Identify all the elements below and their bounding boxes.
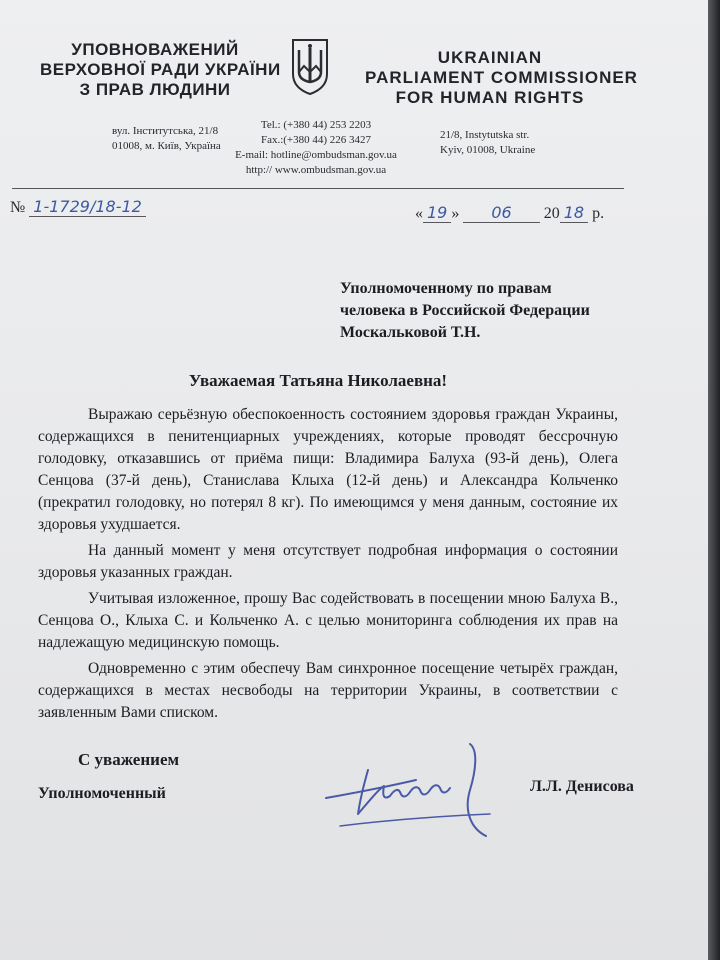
addressee-block [340,278,590,344]
date-close-quote: » [451,205,460,222]
phone-line: Tel.: (+380 44) 253 2203 [260,119,372,131]
body-paragraph: На данный момент у меня отсутствует подробная информация о состоянии здоровья указанных граждан. [38,542,618,581]
addressee-line: Москальковой Т.Н. [340,324,481,341]
body-paragraph: Учитывая изложенное, прошу Вас содействовать в посещении мною Балуха В., Сенцова О., Клыха С. и Кольченко А. с целью мониторинга соблюдения их прав на надлежащую медицинскую помощь. [38,590,618,651]
header-english-title [365,48,638,108]
en-address-line: 21/8, Instytutska str. [440,129,530,141]
addressee-line: человека в Российской Федерации [340,302,590,319]
date-day: 19 [423,203,451,223]
en-address-line: Kyiv, 01008, Ukraine [440,144,536,156]
number-value: 1-1729/18-12 [29,197,146,217]
header-en-line: UKRAINIAN [437,48,543,67]
closing: С уважением [78,750,180,769]
header-en-line: PARLIAMENT COMMISSIONER [365,68,638,87]
ua-address-line: вул. Інститутська, 21/8 [112,125,219,137]
header-en-line: FOR HUMAN RIGHTS [395,88,585,107]
ua-address-line: 01008, м. Київ, Україна [112,140,221,152]
ua-address [112,124,221,154]
header-ua-line: З ПРАВ ЛЮДИНИ [79,80,231,99]
date-month: 06 [463,203,539,223]
letter-date [415,203,604,223]
header-ua-line: ВЕРХОВНОЇ РАДИ УКРАЇНИ [40,60,281,79]
email-line: E-mail: hotline@ombudsman.gov.ua [235,149,397,161]
header-divider [12,188,624,189]
addressee-line: Уполномоченному по правам [340,280,552,297]
contact-info [226,118,406,178]
number-label: № [10,199,26,216]
registration-number [10,197,146,217]
date-year-prefix: 20 [543,205,560,222]
body-paragraph: Выражаю серьёзную обеспокоенность состоянием здоровья граждан Украины, содержащихся в пенитенциарных учреждениях, которые проводят бессрочную голодовку, отказавшись от приёма пищи: Владимира Балуха (93-й день), Олега Сенцова (37-й день), Станислава Клыха (12-й день) и Александра Кольченко (прекратил голодовку, но потерял 8 кг). По имеющимся у меня данным, состояние их здоровья ухудшается. [38,406,618,533]
header-ukrainian-title [40,40,281,100]
signer-name: Л.Л. Денисова [530,778,634,795]
date-open-quote: « [415,205,423,222]
handwritten-signature [320,740,530,850]
fax-line: Fax.:(+380 44) 226 3427 [260,134,372,146]
date-suffix: р. [592,205,605,222]
greeting: Уважаемая Татьяна Николаевна! [188,371,448,390]
letter-body [38,404,618,728]
header-ua-line: УПОВНОВАЖЕНИЙ [71,40,239,59]
trident-emblem-icon [290,36,330,96]
paper-edge-shadow [708,0,720,960]
signer-position: Уполномоченный [38,785,166,802]
body-paragraph: Одновременно с этим обеспечу Вам синхронное посещение четырёх граждан, содержащихся в местах несвободы на территории Украины, в соответствии с заявленным Вами списком. [38,660,618,721]
website-line: http:// www.ombudsman.gov.ua [245,164,387,176]
date-year-suffix: 18 [560,203,588,223]
en-address [440,128,535,158]
